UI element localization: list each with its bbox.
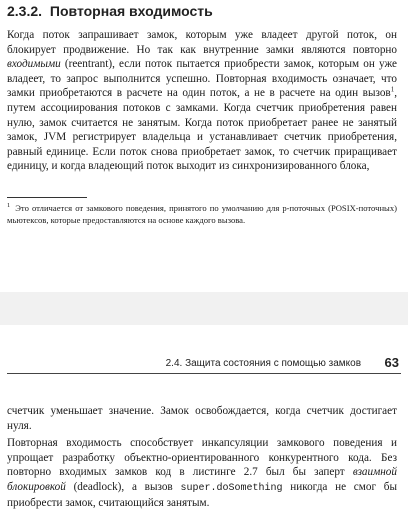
- para1-text-start: Когда поток запрашивает замок, которым уже владеет другой поток, он блокирует продвижение. Но так как внутренние замки являются повторно: [7, 29, 397, 56]
- running-header-title: 2.4. Защита состояния с помощью замков: [165, 358, 361, 369]
- lower-page: [0, 325, 408, 527]
- running-header: [7, 355, 401, 374]
- para2-text: счетчик уменьшает значение. Замок освобождается, когда счетчик достигает нуля.: [7, 405, 397, 432]
- para1-text-middle: (reentrant), если поток пытается приобрести замок, которым он уже владеет, то запрос выполнится успешно. Повторная входимость означает, что замки приобретаются в расчете на один поток, а не в расчете на один вызов: [7, 58, 397, 100]
- page-number: 63: [384, 355, 399, 370]
- para3-text-middle: (deadlock), а вызов: [65, 480, 181, 493]
- footnote-text: Это отличается от замкового поведения, принятого по умолчанию для p-поточных (POSIX-поточных) мьютексов, которые предоставляются на основе каждого вызова.: [7, 203, 397, 226]
- para1-text-end: , путем ассоциирования потоков с замками. Когда счетчик приобретения равен нулю, замок считается не занятым. Когда поток приобретает ранее не занятый замок, JVM регистрирует владельца и устанавливает счетчик приобретения, равный единице. Если поток снова приобретает замок, то счетчик приращивает единицу, и когда владеющий поток выходит из синхронизированного блока,: [7, 87, 397, 173]
- section-title: Повторная входимость: [49, 3, 213, 19]
- para3-text-start: Повторная входимость способствует инкапсуляции замкового поведения и упрощает разработку объектно-ориентированного конкурентного кода. Без повторно входимых замков код в листинге 2.7 был бы заперт: [7, 437, 397, 479]
- paragraph-reentrancy: [7, 28, 397, 174]
- term-deadlock: взаимной блокировкой: [7, 466, 397, 493]
- para3-text-end: никогда не смог бы приобрести замок, считающийся занятым.: [7, 480, 397, 510]
- page-separator: [0, 292, 408, 325]
- paragraph-counter: [7, 404, 397, 433]
- footnote-mark: 1: [7, 202, 11, 210]
- term-reentrant: входимыми: [7, 58, 61, 71]
- footnote-divider: [7, 197, 87, 198]
- footnote-reference[interactable]: 1: [390, 85, 395, 94]
- footnote: [7, 202, 397, 226]
- paragraph-encapsulation: [7, 436, 397, 511]
- code-super-dosomething: super.doSomething: [180, 482, 283, 494]
- section-heading: [7, 3, 213, 19]
- section-number: 2.3.2.: [7, 3, 43, 19]
